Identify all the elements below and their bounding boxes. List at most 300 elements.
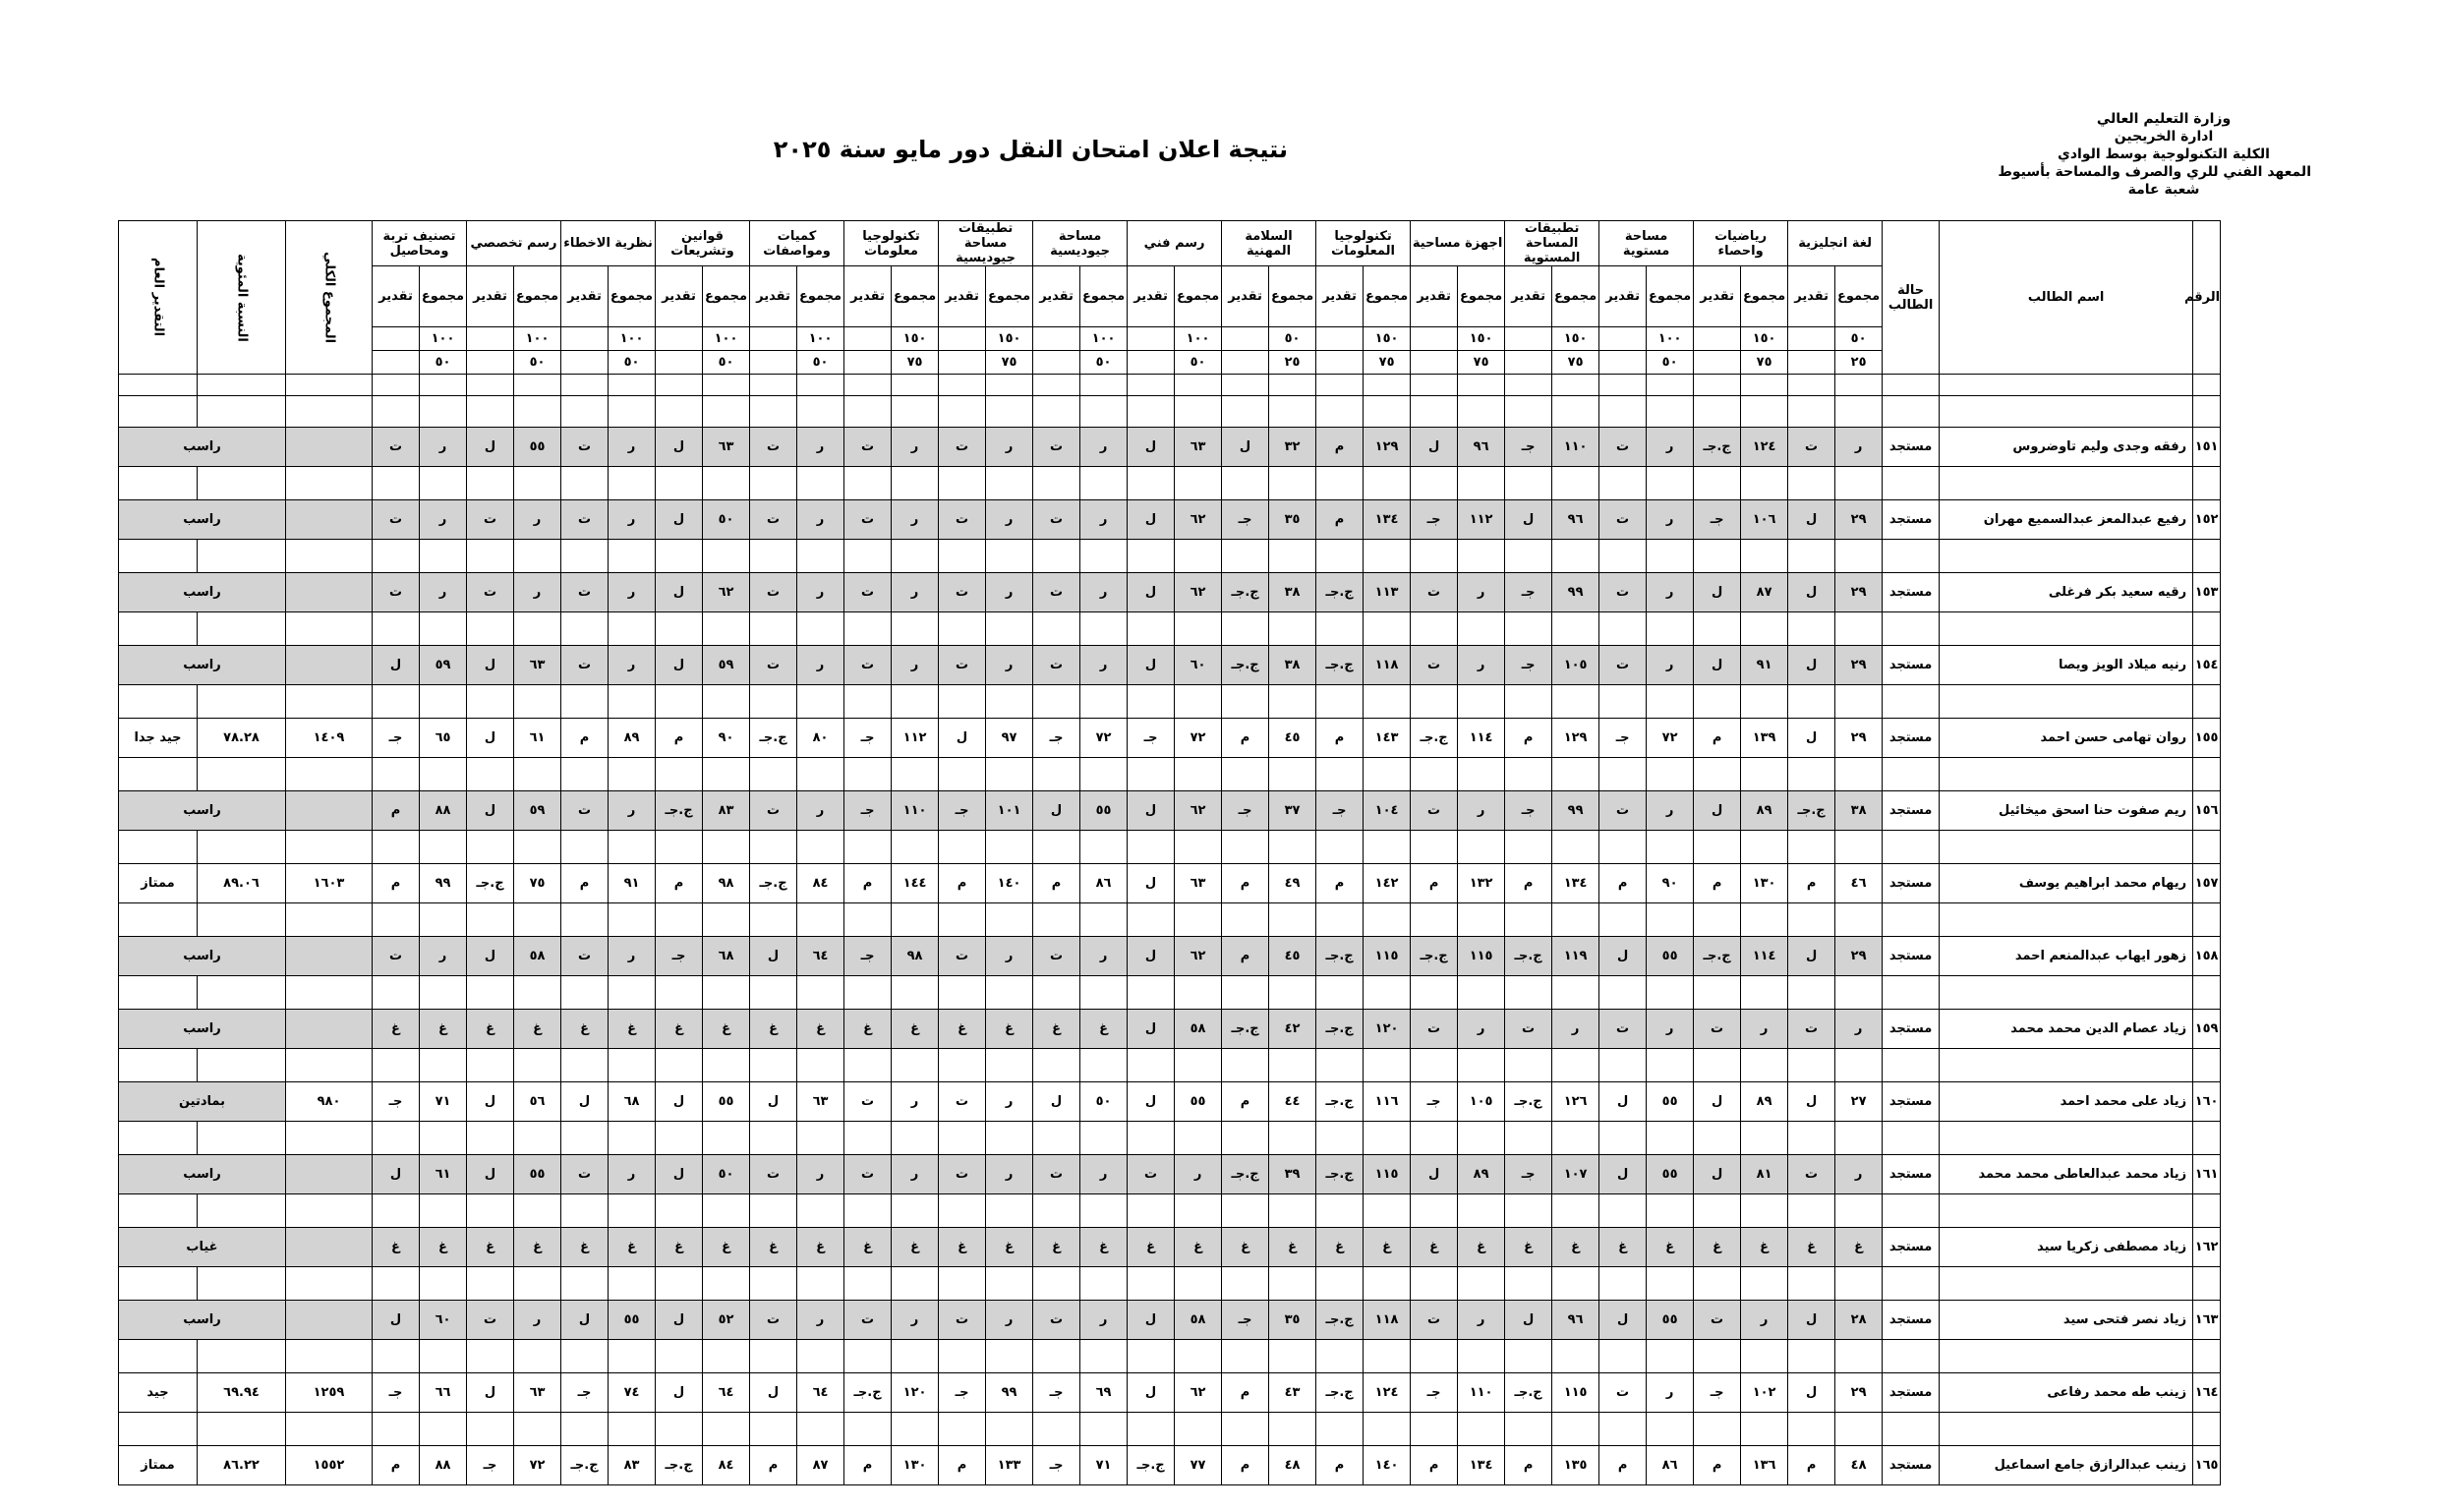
subject-grade: ل (467, 1155, 514, 1194)
subject-grade: ت (844, 573, 892, 612)
empty-cell (1364, 903, 1411, 937)
subject-score: ٨٦ (1647, 1446, 1694, 1485)
subject-score: ر (797, 1155, 844, 1194)
empty-cell (1080, 540, 1128, 573)
subject-score: ٥٩ (703, 646, 750, 685)
empty-cell (373, 1194, 420, 1228)
subject-score: ٧٥ (514, 864, 561, 903)
empty-cell (609, 831, 656, 864)
col-header-total: المجموع الكلي (286, 221, 373, 375)
student-name: زياد عصام الدين محمد محمد (1940, 1010, 2193, 1049)
subject-grade: ت (1033, 500, 1080, 540)
subject-grade: ت (561, 646, 609, 685)
subject-grade: ت (844, 1155, 892, 1194)
empty-cell (939, 685, 986, 719)
student-name: روان تهامى حسن احمد (1940, 719, 2193, 758)
empty-cell (514, 1122, 561, 1155)
subject-grade: ج.جـ (1316, 1373, 1364, 1413)
empty-cell (119, 685, 198, 719)
empty-cell (1788, 1413, 1835, 1446)
empty-cell (656, 467, 703, 500)
subject-score: ر (609, 500, 656, 540)
empty-cell (1940, 1122, 2193, 1155)
subject-grade: جـ (373, 1373, 420, 1413)
empty-cell (1552, 396, 1599, 428)
subject-grade: ل (467, 791, 514, 831)
empty-cell (514, 831, 561, 864)
empty-cell (703, 976, 750, 1010)
subject-score: ٣٩ (1269, 1155, 1316, 1194)
subject-grade: ت (939, 573, 986, 612)
subject-score: ٣٢ (1269, 428, 1316, 467)
subject-grade: م (1222, 719, 1269, 758)
empty-cell (514, 758, 561, 791)
overall-grade: راسب (119, 500, 286, 540)
subject-score: ١١٥ (1552, 1373, 1599, 1413)
total-score (286, 937, 373, 976)
subject-grade: م (561, 864, 609, 903)
subject-score: ٦٤ (797, 937, 844, 976)
student-status: مستجد (1883, 500, 1940, 540)
subject-grade: م (1222, 1446, 1269, 1485)
subject-grade: ج.جـ (656, 1446, 703, 1485)
empty-cell (1411, 976, 1458, 1010)
empty-cell (1741, 1049, 1788, 1082)
subject-score: ر (1647, 1373, 1694, 1413)
empty-cell (609, 1413, 656, 1446)
empty-cell (198, 1194, 286, 1228)
empty-cell (844, 685, 892, 719)
subject-grade: م (561, 719, 609, 758)
empty-cell (1694, 327, 1741, 351)
empty-cell (750, 375, 797, 396)
empty-cell (1033, 1122, 1080, 1155)
subject-grade: غ (1411, 1228, 1458, 1267)
student-name: زينب طه محمد رفاعى (1940, 1373, 2193, 1413)
subject-grade: ل (939, 719, 986, 758)
empty-cell (1080, 976, 1128, 1010)
subject-score: ٤٨ (1269, 1446, 1316, 1485)
subject-grade: جـ (1599, 719, 1647, 758)
subject-grade: ج.جـ (1316, 573, 1364, 612)
empty-cell (986, 831, 1033, 864)
empty-cell (2193, 903, 2221, 937)
subject-score: ١٣٥ (1552, 1446, 1599, 1485)
subject-score: ر (1647, 646, 1694, 685)
empty-cell (1364, 1049, 1411, 1082)
subject-score: ٢٩ (1835, 937, 1883, 976)
empty-cell (1222, 903, 1269, 937)
empty-cell (1505, 903, 1552, 937)
subject-grade: ج.جـ (1222, 1155, 1269, 1194)
max-mark: ٥٠ (1269, 327, 1316, 351)
subject-grade: م (373, 864, 420, 903)
subject-grade: ل (561, 1082, 609, 1122)
empty-cell (1128, 327, 1175, 351)
subject-score: ر (609, 646, 656, 685)
empty-cell (986, 1413, 1033, 1446)
subject-grade: م (1694, 719, 1741, 758)
empty-cell (939, 976, 986, 1010)
subject-score: ٣٨ (1269, 573, 1316, 612)
max-mark: ١٥٠ (1741, 327, 1788, 351)
empty-cell (1694, 375, 1741, 396)
empty-cell (1128, 685, 1175, 719)
empty-cell (1411, 351, 1458, 375)
empty-cell (561, 1267, 609, 1301)
subject-grade: ل (1411, 1155, 1458, 1194)
empty-cell (1647, 375, 1694, 396)
empty-cell (1458, 1122, 1505, 1155)
sum-label: مجموع (1552, 266, 1599, 327)
grade-label: تقدير (1694, 266, 1741, 327)
subject-grade: ت (939, 937, 986, 976)
empty-cell (1599, 375, 1647, 396)
subject-grade: ت (1033, 428, 1080, 467)
empty-cell (750, 612, 797, 646)
subject-grade: غ (1788, 1228, 1835, 1267)
empty-cell (1411, 685, 1458, 719)
subject-grade: ج.جـ (1505, 937, 1552, 976)
empty-cell (1316, 375, 1364, 396)
empty-cell (1128, 375, 1175, 396)
subject-score: ٣٨ (1835, 791, 1883, 831)
empty-cell (1788, 685, 1835, 719)
empty-cell (119, 758, 198, 791)
empty-cell (892, 1194, 939, 1228)
subject-grade: ت (750, 791, 797, 831)
subject-score: ر (1741, 1301, 1788, 1340)
subject-score: ٧١ (420, 1082, 467, 1122)
empty-cell (939, 612, 986, 646)
empty-cell (797, 831, 844, 864)
empty-cell (1788, 1049, 1835, 1082)
empty-cell (1552, 540, 1599, 573)
empty-cell (1128, 831, 1175, 864)
empty-cell (1694, 612, 1741, 646)
empty-cell (1080, 375, 1128, 396)
empty-cell (1741, 976, 1788, 1010)
empty-cell (1940, 396, 2193, 428)
empty-cell (892, 831, 939, 864)
overall-grade: راسب (119, 1301, 286, 1340)
empty-cell (198, 1340, 286, 1373)
subject-grade: ج.جـ (1128, 1446, 1175, 1485)
subject-score: ١٣٠ (1741, 864, 1788, 903)
empty-cell (656, 327, 703, 351)
subject-score: غ (986, 1228, 1033, 1267)
subject-header: لغة انجليزية (1788, 221, 1883, 266)
empty-cell (1364, 1340, 1411, 1373)
student-status: مستجد (1883, 428, 1940, 467)
subject-score: ر (892, 500, 939, 540)
subject-grade: ت (1411, 1010, 1458, 1049)
subject-score: ر (1458, 573, 1505, 612)
empty-cell (1883, 1194, 1940, 1228)
subject-score: ٦٢ (1175, 500, 1222, 540)
total-score (286, 500, 373, 540)
subject-header: تطبيقات المساحة المستوية (1505, 221, 1599, 266)
subject-grade: ج.جـ (1316, 1155, 1364, 1194)
empty-cell (1599, 1049, 1647, 1082)
grade-label: تقدير (467, 266, 514, 327)
subject-score: ر (1080, 937, 1128, 976)
empty-cell (1080, 1194, 1128, 1228)
empty-cell (1364, 685, 1411, 719)
subject-score: ٩١ (1741, 646, 1788, 685)
empty-cell (1364, 375, 1411, 396)
subject-grade: م (1694, 1446, 1741, 1485)
empty-cell (467, 1194, 514, 1228)
empty-cell (420, 467, 467, 500)
empty-cell (1694, 1413, 1741, 1446)
subject-score: ٨٩ (1741, 1082, 1788, 1122)
subject-score: ٥٩ (420, 646, 467, 685)
min-mark: ٧٥ (1552, 351, 1599, 375)
header-line: ادارة الخريجين (2114, 129, 2214, 145)
subject-grade: ل (1788, 1373, 1835, 1413)
subject-score: ٢٩ (1835, 719, 1883, 758)
empty-cell (1080, 903, 1128, 937)
empty-cell (1316, 327, 1364, 351)
sum-label: مجموع (797, 266, 844, 327)
empty-cell (1788, 1267, 1835, 1301)
col-header-grade: التقدير العام (119, 221, 198, 375)
subject-grade: ل (1128, 937, 1175, 976)
empty-cell (1694, 467, 1741, 500)
empty-cell (467, 831, 514, 864)
subject-grade: ج.جـ (656, 791, 703, 831)
empty-cell (1505, 1340, 1552, 1373)
empty-cell (1033, 1413, 1080, 1446)
empty-cell (750, 1049, 797, 1082)
subject-score: ر (514, 573, 561, 612)
subject-grade: ت (750, 573, 797, 612)
empty-cell (286, 1413, 373, 1446)
subject-grade: ل (467, 937, 514, 976)
subject-score: ٦٣ (514, 1373, 561, 1413)
empty-cell (656, 1049, 703, 1082)
empty-cell (1411, 1122, 1458, 1155)
empty-cell (1741, 831, 1788, 864)
empty-cell (1788, 327, 1835, 351)
empty-cell (1128, 612, 1175, 646)
subject-grade: م (1316, 719, 1364, 758)
total-score (286, 1010, 373, 1049)
empty-cell (286, 1340, 373, 1373)
empty-cell (2193, 685, 2221, 719)
empty-cell (986, 1267, 1033, 1301)
percentage: ٧٨.٢٨ (198, 719, 286, 758)
subject-score: ر (1458, 646, 1505, 685)
sum-label: مجموع (1269, 266, 1316, 327)
empty-cell (1080, 612, 1128, 646)
empty-cell (420, 1340, 467, 1373)
overall-grade: راسب (119, 428, 286, 467)
student-number: ١٦٢ (2193, 1228, 2221, 1267)
subject-grade: جـ (1222, 791, 1269, 831)
subject-score: ١٣٠ (892, 1446, 939, 1485)
empty-cell (420, 1267, 467, 1301)
empty-cell (1411, 327, 1458, 351)
table-row (119, 719, 2221, 758)
empty-cell (420, 1194, 467, 1228)
subject-score: ٥٥ (703, 1082, 750, 1122)
empty-cell (1364, 396, 1411, 428)
empty-cell (939, 351, 986, 375)
total-score: ١٢٥٩ (286, 1373, 373, 1413)
empty-cell (119, 976, 198, 1010)
empty-cell (1128, 1413, 1175, 1446)
empty-cell (2193, 1049, 2221, 1082)
empty-cell (286, 540, 373, 573)
subject-grade: ت (1033, 1301, 1080, 1340)
empty-cell (1940, 612, 2193, 646)
student-name: زهور ايهاب عبدالمنعم احمد (1940, 937, 2193, 976)
subject-grade: م (1694, 864, 1741, 903)
empty-cell (1128, 1267, 1175, 1301)
subject-grade: ت (939, 1082, 986, 1122)
table-row (119, 1373, 2221, 1413)
subject-grade: ت (750, 646, 797, 685)
subject-grade: ت (844, 428, 892, 467)
empty-cell (1411, 1340, 1458, 1373)
empty-cell (844, 976, 892, 1010)
subject-score: ٩٦ (1458, 428, 1505, 467)
header-line: الكلية التكنولوجية بوسط الوادي (2058, 146, 2270, 162)
empty-cell (1883, 976, 1940, 1010)
empty-cell (703, 612, 750, 646)
empty-cell (1222, 540, 1269, 573)
subject-grade: غ (750, 1010, 797, 1049)
empty-cell (1835, 1413, 1883, 1446)
min-mark: ٥٠ (1175, 351, 1222, 375)
subject-score: ر (420, 937, 467, 976)
subject-grade: ل (656, 1155, 703, 1194)
empty-cell (1033, 1194, 1080, 1228)
empty-cell (1505, 976, 1552, 1010)
empty-cell (1835, 831, 1883, 864)
subject-score: ر (609, 428, 656, 467)
subject-grade: ل (1788, 573, 1835, 612)
subject-score: ١٠٥ (1458, 1082, 1505, 1122)
subject-score: ٦٢ (1175, 1373, 1222, 1413)
sum-label: مجموع (1835, 266, 1883, 327)
empty-cell (514, 375, 561, 396)
subject-grade: ت (844, 1301, 892, 1340)
empty-cell (750, 396, 797, 428)
empty-cell (986, 685, 1033, 719)
subject-grade: م (1033, 864, 1080, 903)
empty-cell (892, 396, 939, 428)
empty-cell (1647, 396, 1694, 428)
subject-score: ١١٨ (1364, 1301, 1411, 1340)
subject-grade: م (1411, 1446, 1458, 1485)
empty-cell (609, 467, 656, 500)
subject-grade: ل (656, 428, 703, 467)
subject-grade: ج.جـ (1316, 1010, 1364, 1049)
grade-label: تقدير (1222, 266, 1269, 327)
empty-cell (1552, 685, 1599, 719)
empty-cell (1835, 1194, 1883, 1228)
total-score: ٩٨٠ (286, 1082, 373, 1122)
subject-score: ٦٣ (703, 428, 750, 467)
empty-cell (703, 467, 750, 500)
subject-score: ٨٧ (797, 1446, 844, 1485)
empty-cell (939, 1122, 986, 1155)
empty-cell (1552, 831, 1599, 864)
empty-cell (1316, 1340, 1364, 1373)
empty-cell (561, 685, 609, 719)
subject-score: غ (1080, 1228, 1128, 1267)
subject-grade: جـ (1505, 573, 1552, 612)
table-row (119, 1301, 2221, 1340)
subject-score: ١٢٠ (892, 1373, 939, 1413)
empty-cell (1741, 467, 1788, 500)
empty-cell (1599, 758, 1647, 791)
empty-cell (797, 612, 844, 646)
empty-cell (797, 903, 844, 937)
empty-cell (119, 903, 198, 937)
subject-score: ٥٦ (514, 1082, 561, 1122)
subject-grade: ت (939, 646, 986, 685)
empty-cell (1940, 831, 2193, 864)
empty-cell (844, 758, 892, 791)
subject-score: ١٢٩ (1552, 719, 1599, 758)
empty-cell (514, 396, 561, 428)
empty-cell (1033, 351, 1080, 375)
empty-cell (609, 1340, 656, 1373)
empty-cell (939, 758, 986, 791)
empty-cell (1552, 1413, 1599, 1446)
student-number: ١٥٢ (2193, 500, 2221, 540)
empty-cell (1080, 396, 1128, 428)
max-mark: ١٠٠ (420, 327, 467, 351)
subject-score: غ (514, 1228, 561, 1267)
subject-grade: ل (1128, 864, 1175, 903)
empty-cell (373, 1340, 420, 1373)
max-mark: ١٠٠ (609, 327, 656, 351)
subject-score: ١٢٩ (1364, 428, 1411, 467)
empty-cell (703, 1267, 750, 1301)
grade-label: تقدير (1033, 266, 1080, 327)
subject-score: ر (1835, 1010, 1883, 1049)
empty-cell (373, 831, 420, 864)
subject-grade: ت (844, 646, 892, 685)
empty-cell (1458, 375, 1505, 396)
header-line: شعبة عامة (2127, 182, 2200, 198)
empty-cell (1175, 1122, 1222, 1155)
student-status: مستجد (1883, 1373, 1940, 1413)
empty-cell (1647, 612, 1694, 646)
empty-cell (1364, 831, 1411, 864)
min-mark: ٥٠ (514, 351, 561, 375)
subject-score: ر (1647, 428, 1694, 467)
subject-score: ٦٢ (1175, 573, 1222, 612)
empty-cell (561, 831, 609, 864)
empty-cell (1647, 1340, 1694, 1373)
subject-grade: ل (561, 1301, 609, 1340)
empty-cell (703, 1122, 750, 1155)
empty-cell (1033, 1340, 1080, 1373)
student-status: مستجد (1883, 937, 1940, 976)
empty-cell (1788, 758, 1835, 791)
subject-grade: ل (1505, 500, 1552, 540)
subject-grade: م (1222, 1082, 1269, 1122)
overall-grade: راسب (119, 1155, 286, 1194)
empty-cell (1599, 1413, 1647, 1446)
max-mark: ٥٠ (1835, 327, 1883, 351)
